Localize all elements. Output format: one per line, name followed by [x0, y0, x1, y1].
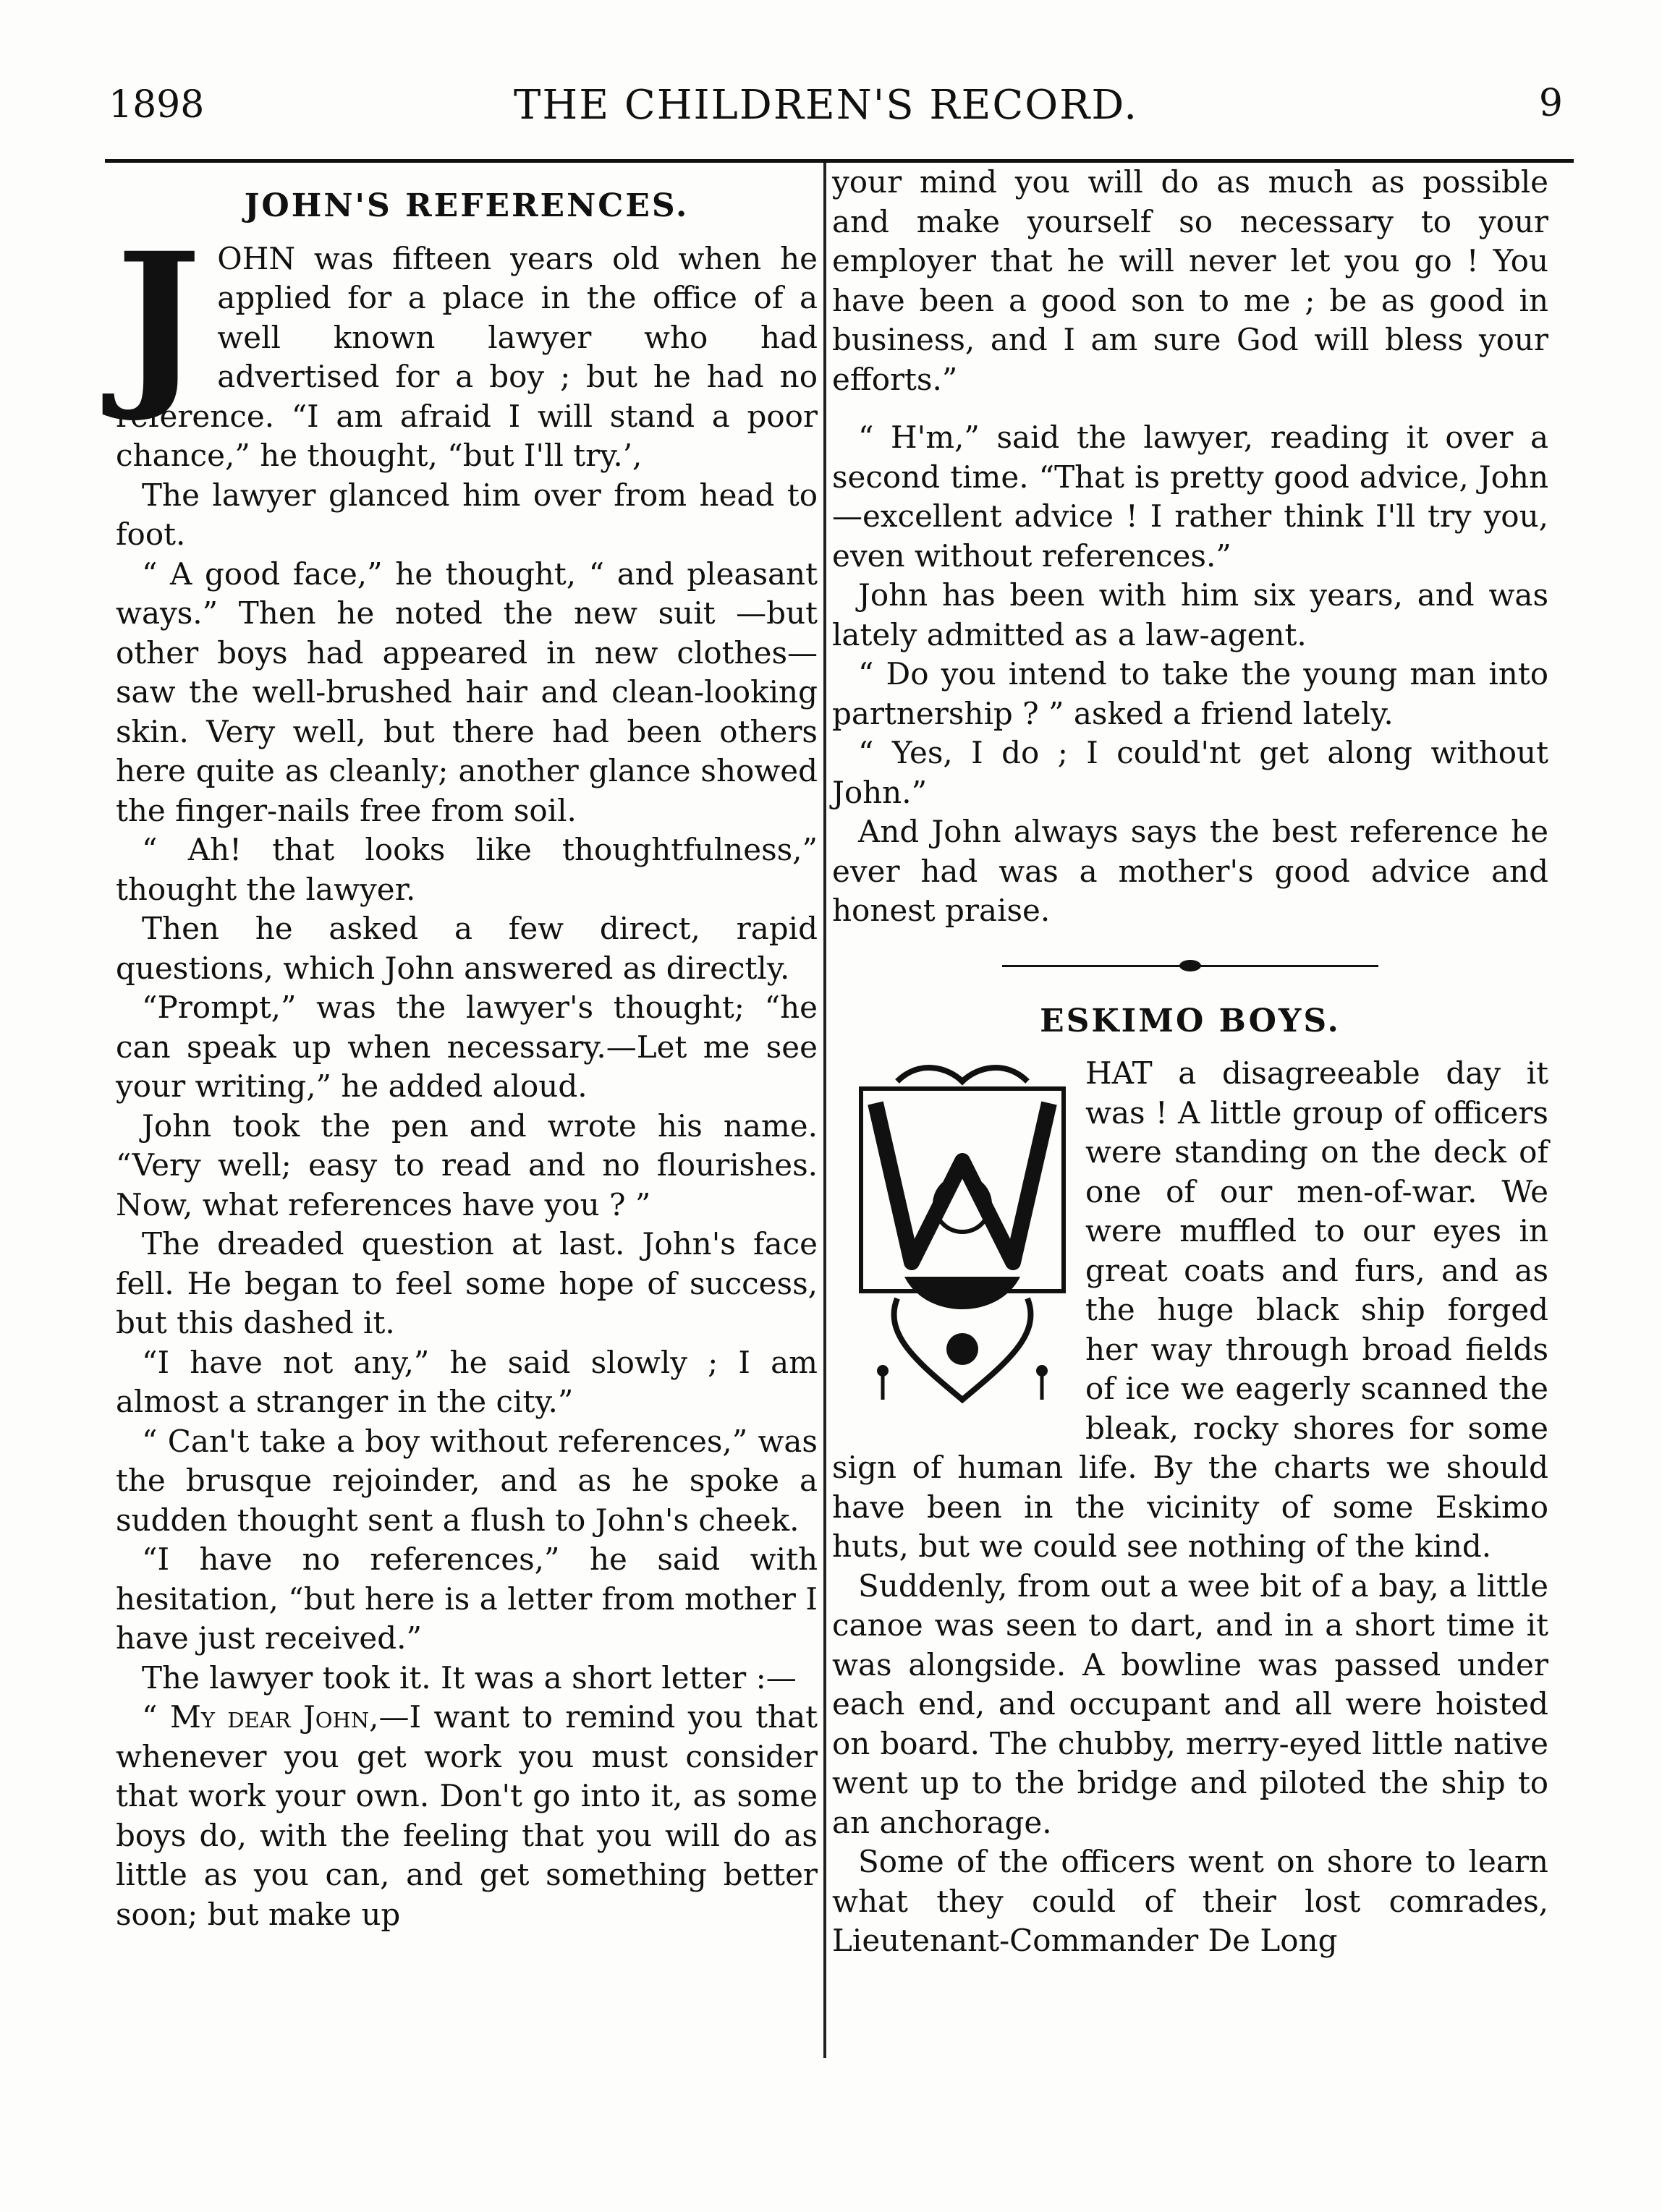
letter-text: —I want to remind you that whenever you get work you must consider that work your own. Don't go into it, as some boys do, with the feeling that you will do as little as you can, and get something better soon; but make up — [116, 1699, 818, 1932]
letter-paragraph — [116, 1698, 818, 1934]
article-paragraph: The dreaded question at last. John's face fell. He began to feel some hope of success, but this dashed it. — [116, 1226, 818, 1340]
drop-cap-j: J — [116, 212, 202, 425]
eskimo-first-paragraph: HAT a disagreeable day it was ! A little group of officers were standing on the deck of one of our men-of-war. We were muffled to our eyes in great coats and furs, and as the huge black ship forged her way through broad fields of ice we eagerly scanned the bleak, rocky shores for some sign of human life. By the charts we should have been in the vicinity of some Eskimo huts, but we could see nothing of the kind. — [832, 1055, 1548, 1564]
article-paragraph: The lawyer took it. It was a short letter :— — [142, 1659, 797, 1696]
letter-salutation: “ My dear John, — [142, 1699, 379, 1735]
divider-center-ornament — [1179, 960, 1201, 971]
article-paragraph: “ Yes, I do ; I could'nt get along without John.” — [832, 735, 1548, 810]
article-paragraph: John has been with him six years, and was lately admitted as a law-agent. — [832, 577, 1548, 652]
article-paragraph: “ H'm,” said the lawyer, reading it over a second time. “That is pretty good advice, John—excellent advice ! I rather think I'll try you, even without references.” — [832, 420, 1548, 574]
article-paragraph: The lawyer glanced him over from head to foot. — [116, 477, 818, 552]
article-paragraph: “ Can't take a boy without references,” was the brusque rejoinder, and as he spoke a sudden thought sent a flush to John's cheek. — [116, 1423, 818, 1538]
article-paragraph: Some of the officers went on shore to learn what they could of their lost comrades, Lieutenant-Commander De Long — [832, 1844, 1548, 1958]
header-title: THE CHILDREN'S RECORD. — [514, 82, 1139, 129]
letter-continued: your mind you will do as much as possible and make yourself so necessary to your employer that he will never let you go ! You have been a good son to me ; be as good in business, and I am sure God will bless your efforts.” — [832, 164, 1548, 397]
page-header — [109, 76, 1563, 141]
right-column — [832, 163, 1548, 1961]
article-paragraph: John took the pen and wrote his name. “Very well; easy to read and no flourishes. Now, what references have you ? ” — [116, 1107, 818, 1222]
section-divider-ornament — [1002, 958, 1378, 973]
header-year: 1898 — [109, 83, 205, 127]
left-column — [116, 181, 818, 1934]
article-paragraph: Then he asked a few direct, rapid questions, which John answered as directly. — [116, 911, 818, 986]
article-paragraph: “ Do you intend to take the young man into partnership ? ” asked a friend lately. — [832, 656, 1548, 731]
article-heading-eskimo-boys: ESKIMO BOYS. — [1040, 1002, 1341, 1039]
article-heading-johns-references: JOHN'S REFERENCES. — [244, 187, 690, 224]
article-paragraph: OHN was fifteen years old when he applied for a place in the office of a well known lawyer who had advertised for a boy ; but he had no reference. “I am afraid I will stand a poor chance,” he thought, “but I'll try.’, — [116, 240, 818, 473]
article-paragraph: “I have no references,” he said with hesitation, “but here is a letter from mother I have just received.” — [116, 1541, 818, 1656]
article-paragraph: And John always says the best reference he ever had was a mother's good advice and honest praise. — [832, 814, 1548, 928]
column-divider — [823, 163, 826, 2058]
article-paragraph: “ A good face,” he thought, “ and pleasant ways.” Then he noted the new suit —but other boys had appeared in new clothes—saw the well-brushed hair and clean-looking skin. Very well, but there had been others here quite as cleanly; another glance showed the finger-nails free from soil. — [116, 556, 818, 828]
article-paragraph: “Prompt,” was the lawyer's thought; “he can speak up when necessary.—Let me see your writing,” he added aloud. — [116, 990, 818, 1104]
paragraph-gap — [832, 399, 1548, 418]
ornamental-dropcap-w-icon — [854, 1060, 1071, 1421]
article-paragraph: Suddenly, from out a wee bit of a bay, a little canoe was seen to dart, and in a short time it was alongside. A bowline was passed under each end, and occupant and all were hoisted on board. The chubby, merry-eyed little native went up to the bridge and piloted the ship to an anchorage. — [832, 1567, 1548, 1840]
article-paragraph: “I have not any,” he said slowly ; I am almost a stranger in the city.” — [116, 1344, 818, 1419]
article-paragraph: “ Ah! that looks like thoughtfulness,” thought the lawyer. — [116, 832, 818, 907]
header-page-number: 9 — [1538, 82, 1563, 125]
